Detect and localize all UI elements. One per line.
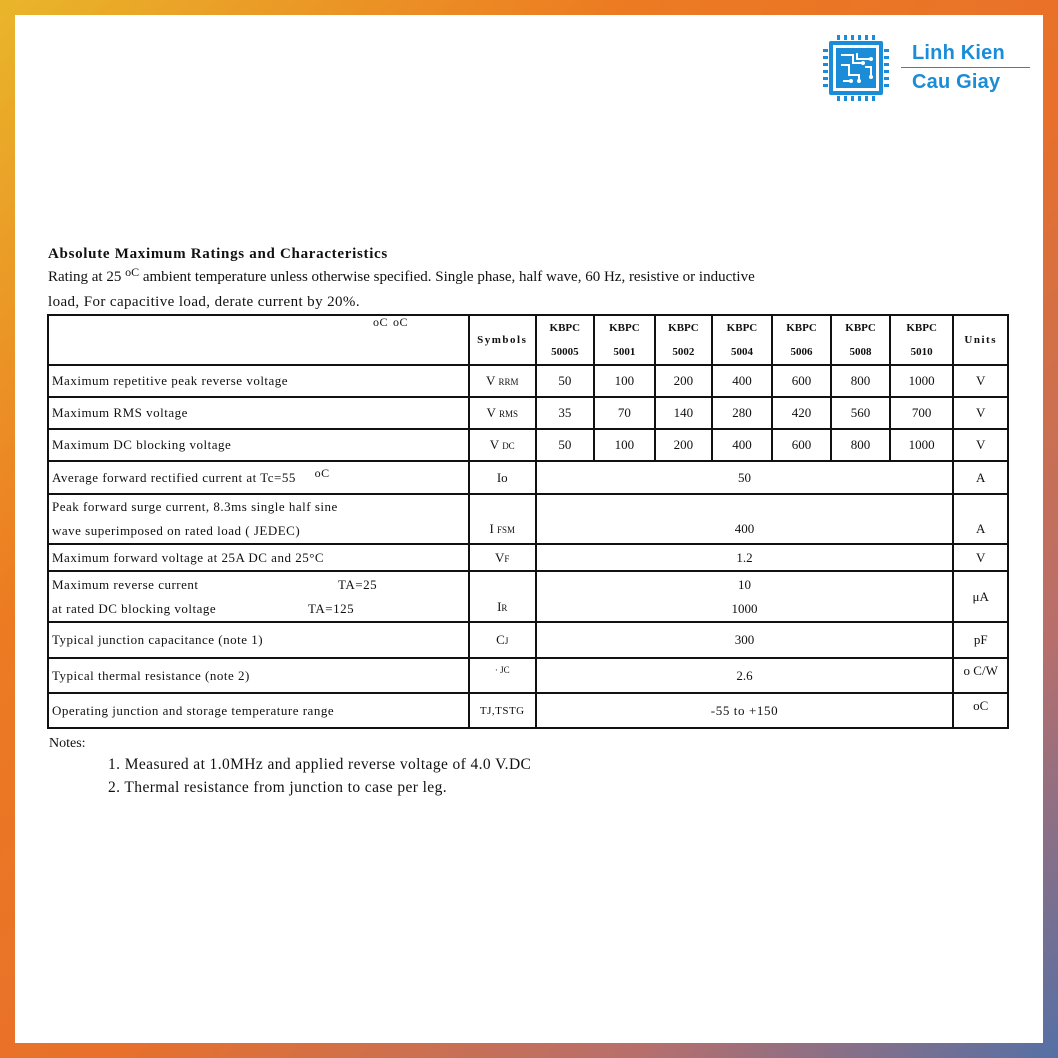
- table-row: [48, 622, 1008, 658]
- unit-cell: V: [953, 544, 1008, 571]
- note-item: 2. Thermal resistance from junction to case per leg.: [108, 779, 448, 796]
- value-cell: 800: [831, 365, 890, 397]
- note-item: 1. Measured at 1.0MHz and applied reverse voltage of 4.0 V.DC: [108, 756, 532, 773]
- header-model: KBPC 5008: [831, 315, 890, 365]
- header-units: Units: [953, 315, 1008, 365]
- param-cell: Typical thermal resistance (note 2): [48, 658, 469, 693]
- value-cell: 400: [536, 494, 954, 544]
- header-symbols: Symbols: [469, 315, 536, 365]
- value-cell: -55 to +150: [536, 693, 954, 728]
- param-cell: Typical junction capacitance (note 1): [48, 622, 469, 658]
- symbol-cell: IR: [469, 571, 536, 622]
- table-row: [48, 693, 1008, 728]
- header-model: KBPC 5002: [655, 315, 713, 365]
- notes-title: Notes:: [49, 736, 86, 751]
- brand-name-line1: Linh Kien: [912, 42, 1005, 64]
- unit-cell: V: [953, 397, 1008, 429]
- param-cell: Maximum reverse current TA=25 oC at rated DC blocking voltage TA=125 oC: [48, 571, 469, 622]
- value-cell: 1000: [890, 365, 954, 397]
- table-row: [48, 494, 1008, 544]
- header-model: KBPC 5004: [712, 315, 772, 365]
- value-cell: 50: [536, 429, 595, 461]
- param-cell: Operating junction and storage temperature range: [48, 693, 469, 728]
- value-cell: 400: [712, 429, 772, 461]
- datasheet-page: [15, 15, 1043, 1043]
- unit-cell: pF: [953, 622, 1008, 658]
- symbol-cell: VF: [469, 544, 536, 571]
- value-cell: 400: [712, 365, 772, 397]
- unit-cell: V: [953, 429, 1008, 461]
- table-row: [48, 658, 1008, 693]
- value-cell: 800: [831, 429, 890, 461]
- intro-rest: ambient temperature unless otherwise specified. Single phase, half wave, 60 Hz, resistive or inductive: [142, 269, 755, 285]
- unit-cell: μA: [953, 571, 1008, 622]
- header-model: KBPC 5006: [772, 315, 832, 365]
- value-cell: 140: [655, 397, 713, 429]
- value-cell: 600: [772, 365, 832, 397]
- value-cell: 70: [594, 397, 655, 429]
- unit-cell: A: [953, 461, 1008, 494]
- value-cell: 560: [831, 397, 890, 429]
- value-cell: 300: [536, 622, 954, 658]
- param-cell: Maximum RMS voltage: [48, 397, 469, 429]
- symbol-cell: Io: [469, 461, 536, 494]
- unit-cell: o C/W: [953, 658, 1008, 693]
- header-model: KBPC 50005: [536, 315, 595, 365]
- value-cell: 600: [772, 429, 832, 461]
- symbol-cell: · JC: [469, 658, 536, 693]
- brand-logo: [823, 35, 1038, 103]
- param-cell: Maximum repetitive peak reverse voltage: [48, 365, 469, 397]
- table-row: [48, 461, 1008, 494]
- symbol-cell: TJ,TSTG: [469, 693, 536, 728]
- value-cell: 50: [536, 365, 595, 397]
- table-row: [48, 571, 1008, 622]
- table-row: [48, 429, 1008, 461]
- brand-name-line2: Cau Giay: [912, 71, 1001, 93]
- param-cell: Maximum DC blocking voltage: [48, 429, 469, 461]
- header-model: KBPC 5010: [890, 315, 954, 365]
- table-row: [48, 365, 1008, 397]
- unit-cell: A: [953, 494, 1008, 544]
- symbol-cell: V RMS: [469, 397, 536, 429]
- unit-cell: oC: [953, 693, 1008, 728]
- param-cell: Average forward rectified current at Tc=55 oC: [48, 461, 469, 494]
- intro-line-2: load, For capacitive load, derate current by 20%.: [48, 294, 360, 310]
- symbol-cell: V RRM: [469, 365, 536, 397]
- value-cell: 200: [655, 429, 713, 461]
- intro-line-1: [48, 265, 755, 286]
- param-cell: Peak forward surge current, 8.3ms single half sine wave superimposed on rated load ( JEDEC): [48, 494, 469, 544]
- symbol-cell: I FSM: [469, 494, 536, 544]
- value-cell: 100: [594, 365, 655, 397]
- ratings-table: [47, 314, 1009, 729]
- intro-prefix: Rating at 25: [48, 269, 122, 285]
- header-model: KBPC 5001: [594, 315, 655, 365]
- value-cell: 50: [536, 461, 954, 494]
- section-heading: Absolute Maximum Ratings and Characteristics: [48, 246, 388, 262]
- symbol-cell: CJ: [469, 622, 536, 658]
- value-cell: 1000: [890, 429, 954, 461]
- unit-cell: V: [953, 365, 1008, 397]
- value-cell: 1.2: [536, 544, 954, 571]
- value-cell: 700: [890, 397, 954, 429]
- value-cell: 10 1000: [536, 571, 954, 622]
- value-cell: 280: [712, 397, 772, 429]
- value-cell: 420: [772, 397, 832, 429]
- intro-unit: oC: [125, 265, 140, 279]
- value-cell: 100: [594, 429, 655, 461]
- brand-divider: [901, 67, 1030, 68]
- table-header-row: [48, 315, 1008, 365]
- symbol-cell: V DC: [469, 429, 536, 461]
- table-row: [48, 544, 1008, 571]
- value-cell: 200: [655, 365, 713, 397]
- value-cell: 35: [536, 397, 595, 429]
- chip-icon: [823, 35, 889, 101]
- value-cell: 2.6: [536, 658, 954, 693]
- param-cell: Maximum forward voltage at 25A DC and 25°C: [48, 544, 469, 571]
- table-row: [48, 397, 1008, 429]
